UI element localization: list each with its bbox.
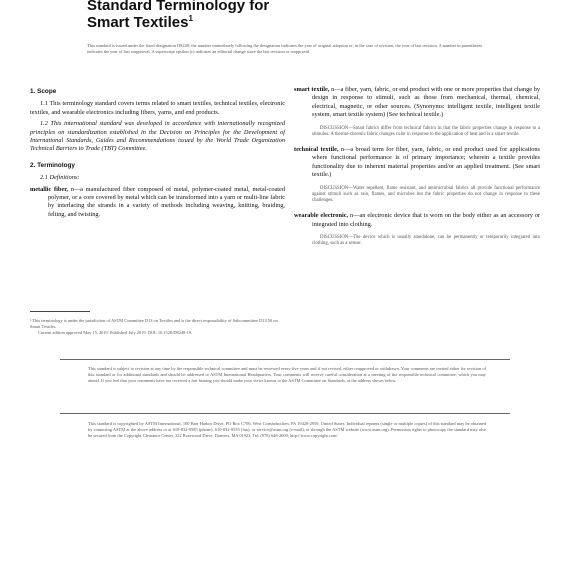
title-line-2-text: Smart Textiles: [87, 14, 189, 31]
term-name: wearable electronic,: [294, 212, 349, 220]
term-name: metallic fiber,: [30, 185, 68, 193]
term-technical-textile: [294, 146, 540, 180]
term-metallic-fiber: [30, 186, 285, 220]
scope-paragraph-1: 1.1 This terminology standard covers terms related to smart textiles, technical textiles, electronic textiles, and wearable electronics including fibers, yarns, and end products.: [30, 100, 285, 116]
footnote-text: ¹ This terminology is under the jurisdiction of ASTM Committee D13 on Textiles and is the direct responsibility of Subcommittee D13.50 on Smart Textiles.: [30, 318, 278, 329]
designation-note: This standard is issued under the fixed designation D8248; the number immediately following the designation indicates the year of original adoption or, in the case of revision, the year of last revision. A number in parentheses indicates the year of last reapproval. A superscript epsilon (ε) indicates an editorial change since the last revision or reapproval.: [87, 43, 483, 54]
term-wearable-electronic: [294, 212, 540, 229]
term-name: smart textile,: [294, 86, 330, 93]
right-column: [294, 86, 540, 255]
term-definition: n—a fiber, yarn, fabric, or end product with one or more properties that change by design in response to stimuli, such as those from mechanical, thermal, chemical, electrical, magnetic, or other sources. (Synonyms: intelligent textile, intelligent textile system, smart textile system) (See technical textile.): [312, 86, 540, 119]
discussion-technical-textile: DISCUSSION—Water repellent, flame resistant, and antimicrobial fabrics all provide functional performance against stimuli such as rain, flames, and microbes but the fabric properties do not change in response to these challenges.: [312, 185, 540, 204]
copyright-notice: This standard is copyrighted by ASTM International, 100 Barr Harbor Drive, PO Box C700, West Conshohocken, PA 19428-2959, United States. Individual reprints (single or multiple copies) of this standard may be obtained by contacting ASTM at the above address or at 610-832-9585 (phone), 610-832-9555 (fax), or service@astm.org (e-mail); or through the ASTM website (www.astm.org). Permission rights to photocopy the standard may also be secured from the Copyright Clearance Center, 222 Rosewood Drive, Danvers, MA 01923, Tel: (978) 646-2600; http://www.copyright.com/: [88, 421, 486, 438]
discussion-smart-textile: DISCUSSION—Smart fabrics differ from technical fabrics in that the fabric properties change in response to a stimulus. A thermo-chromic fabric changes color in response to the application of heat and is a smart textile.: [312, 125, 540, 137]
scope-heading: 1. Scope: [30, 88, 57, 95]
term-smart-textile: [294, 86, 540, 120]
term-definition: n—an electronic device that is worn on the body either as an accessory or integrated into clothing.: [312, 212, 540, 228]
document-title: [87, 0, 487, 31]
copyright-divider: [60, 413, 510, 414]
terminology-heading: 2. Terminology: [30, 161, 75, 169]
term-name: technical textile,: [294, 146, 339, 154]
definitions-label: 2.1 Definitions:: [40, 174, 80, 182]
footnote: [30, 318, 285, 335]
discussion-wearable-electronic: DISCUSSION—The device which is usually standalone, can be permanently or temporarily integrated into clothing, such as a sensor.: [312, 235, 540, 247]
title-footnote-mark: 1: [188, 14, 193, 23]
footnote-divider: [30, 311, 90, 312]
notice-divider: [60, 359, 510, 360]
title-line-1: Standard Terminology for: [87, 0, 270, 14]
title-line-2: [87, 14, 487, 31]
term-definition: n—a manufactured fiber composed of metal, polymer-coated metal, metal-coated polymer, or a core covered by metal which can be transformed into a yarn or multi-line fabric by interlacing the strands in a variety of methods including weaving, knitting, braiding, felting, and twisting.: [48, 185, 285, 218]
revision-notice: This standard is subject to revision at any time by the responsible technical committee and must be reviewed every five years and if not revised, either reapproved or withdrawn. Your comments are invited either for revision of this standard or for additional standards and should be addressed to ASTM International Headquarters. Your comments will receive careful consideration at a meeting of the responsible technical committee, which you may attend. If you feel that your comments have not received a fair hearing you should make your views known to the ASTM Committee on Standards, at the address shown below.: [88, 366, 486, 383]
left-column: [30, 86, 285, 225]
scope-paragraph-2: 1.2 This international standard was developed in accordance with internationally recognized principles on standardization established in the Decision on Principles for the Development of International Standards, Guides and Recommendations issued by the World Trade Organization Technical Barriers to Trade (TBT) Committee.: [30, 120, 285, 153]
term-definition: n—a broad term for fiber, yarn, fabric, or end product used for applications where functional performance is of primary importance; wherein a textile provides functionality due to inherent material properties and/or an applied treatment. (See smart textile.): [312, 146, 540, 179]
footnote-edition: Current edition approved May 15, 2019. Published July 2019. DOI: 10.1520/D8248-19.: [38, 329, 193, 335]
